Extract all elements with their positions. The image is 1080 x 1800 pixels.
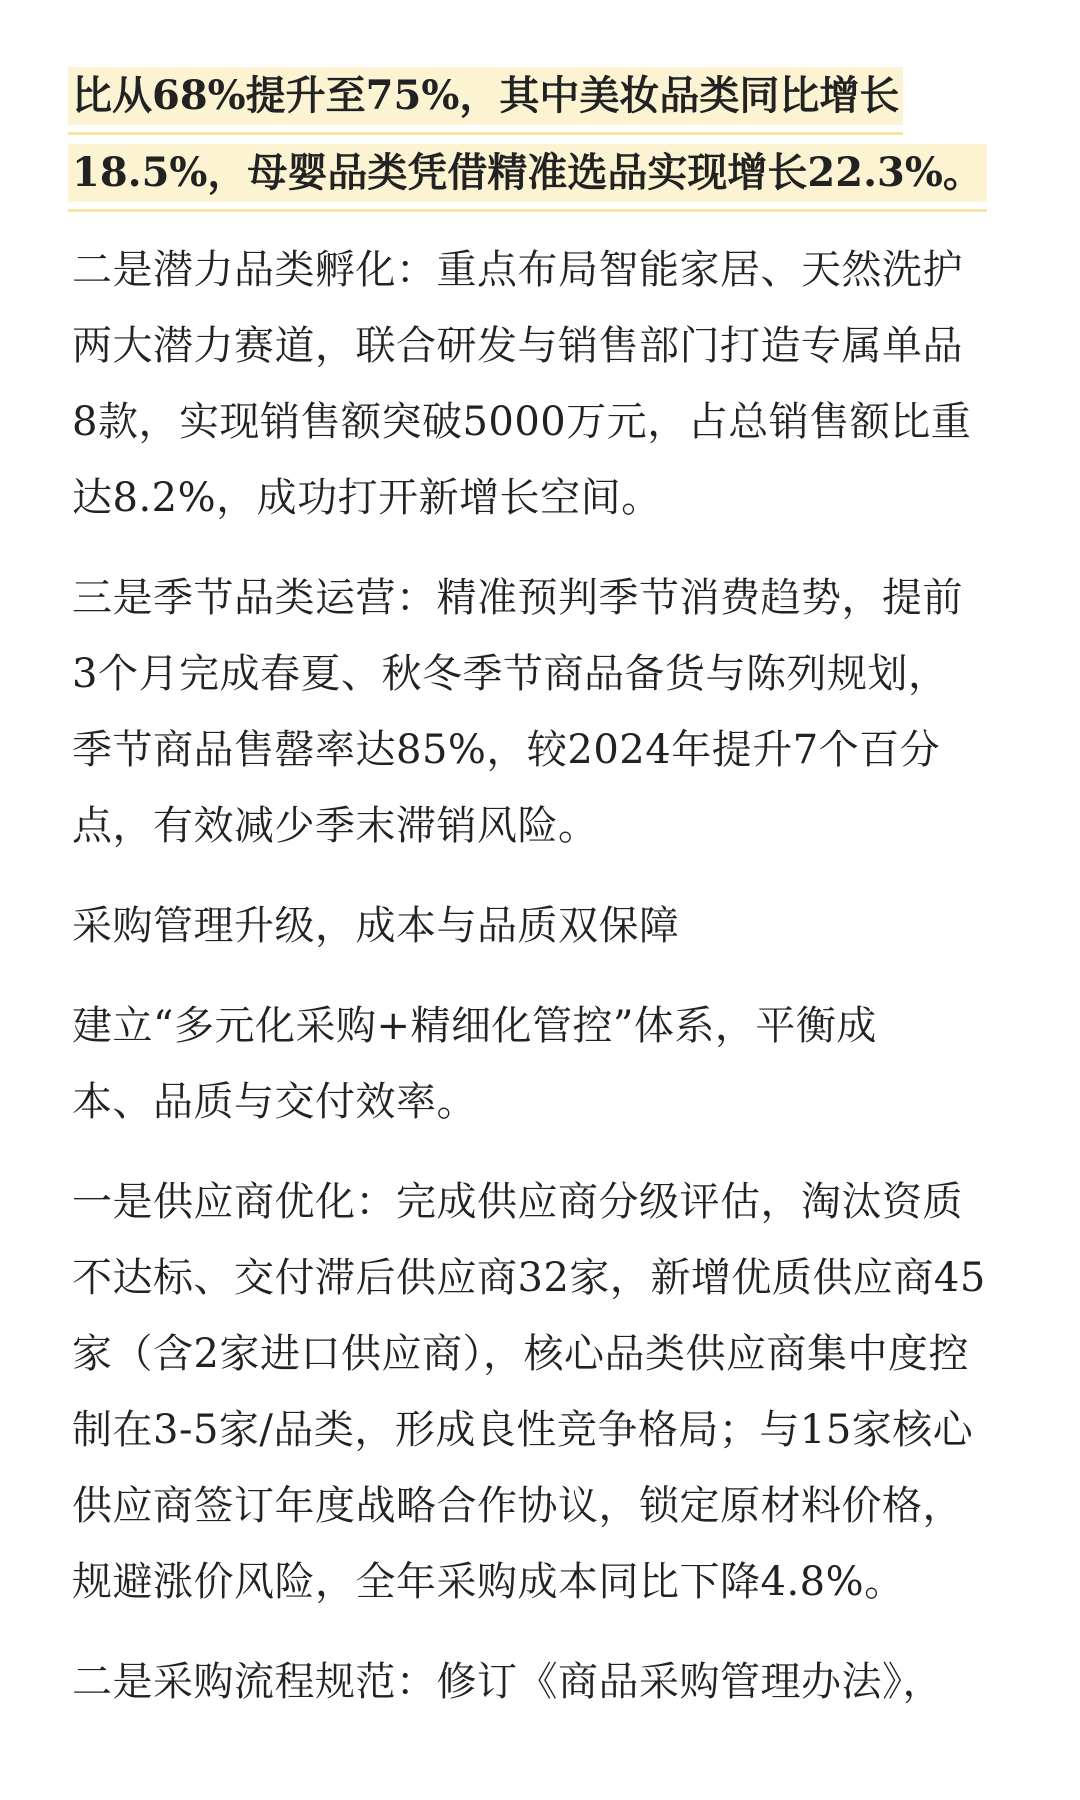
highlight-row-2 bbox=[72, 137, 1008, 214]
text-line: 8款，实现销售额突破5000万元，占总销售额比重 bbox=[72, 399, 972, 445]
text-line: 规避涨价风险，全年采购成本同比下降4.8%。 bbox=[72, 1559, 905, 1605]
text-line: 家（含2家进口供应商），核心品类供应商集中度控 bbox=[72, 1331, 969, 1377]
text-line: 达8.2%，成功打开新增长空间。 bbox=[72, 475, 662, 521]
text-line: 三是季节品类运营：精准预判季节消费趋势，提前 bbox=[72, 575, 963, 621]
highlight-line-1: 比从68%提升至75%，其中美妆品类同比增长 bbox=[68, 60, 903, 135]
text-line: 二是采购流程规范：修订《商品采购管理办法》， bbox=[72, 1659, 943, 1705]
paragraph-procurement-process bbox=[72, 1644, 1008, 1720]
paragraph-potential-category bbox=[72, 232, 1008, 536]
text-line: 制在3-5家/品类，形成良性竞争格局；与15家核心 bbox=[72, 1407, 974, 1453]
text-line: 供应商签订年度战略合作协议，锁定原材料价格， bbox=[72, 1483, 963, 1529]
section-heading-procurement bbox=[72, 888, 1008, 964]
text-line: 不达标、交付滞后供应商32家，新增优质供应商45 bbox=[72, 1255, 986, 1301]
text-line: 建立“多元化采购+精细化管控”体系，平衡成 bbox=[72, 1003, 877, 1049]
text-line: 二是潜力品类孵化：重点布局智能家居、天然洗护 bbox=[72, 247, 963, 293]
text-line: 3个月完成春夏、秋冬季节商品备货与陈列规划， bbox=[72, 651, 949, 697]
text-line: 一是供应商优化：完成供应商分级评估，淘汰资质 bbox=[72, 1179, 963, 1225]
highlight-line-2: 18.5%，母婴品类凭借精准选品实现增长22.3%。 bbox=[68, 137, 987, 212]
section-heading: 采购管理升级，成本与品质双保障 bbox=[72, 903, 680, 949]
text-line: 本、品质与交付效率。 bbox=[72, 1079, 477, 1125]
text-line: 季节商品售罄率达85%，较2024年提升7个百分 bbox=[72, 727, 941, 773]
highlighted-paragraph bbox=[72, 60, 1008, 214]
highlight-row-1 bbox=[72, 60, 1008, 137]
text-line: 两大潜力赛道，联合研发与销售部门打造专属单品 bbox=[72, 323, 963, 369]
text-line: 点，有效减少季末滞销风险。 bbox=[72, 803, 599, 849]
paragraph-supplier-optimization bbox=[72, 1164, 1008, 1620]
paragraph-procurement-system bbox=[72, 988, 1008, 1140]
paragraph-seasonal-category bbox=[72, 560, 1008, 864]
